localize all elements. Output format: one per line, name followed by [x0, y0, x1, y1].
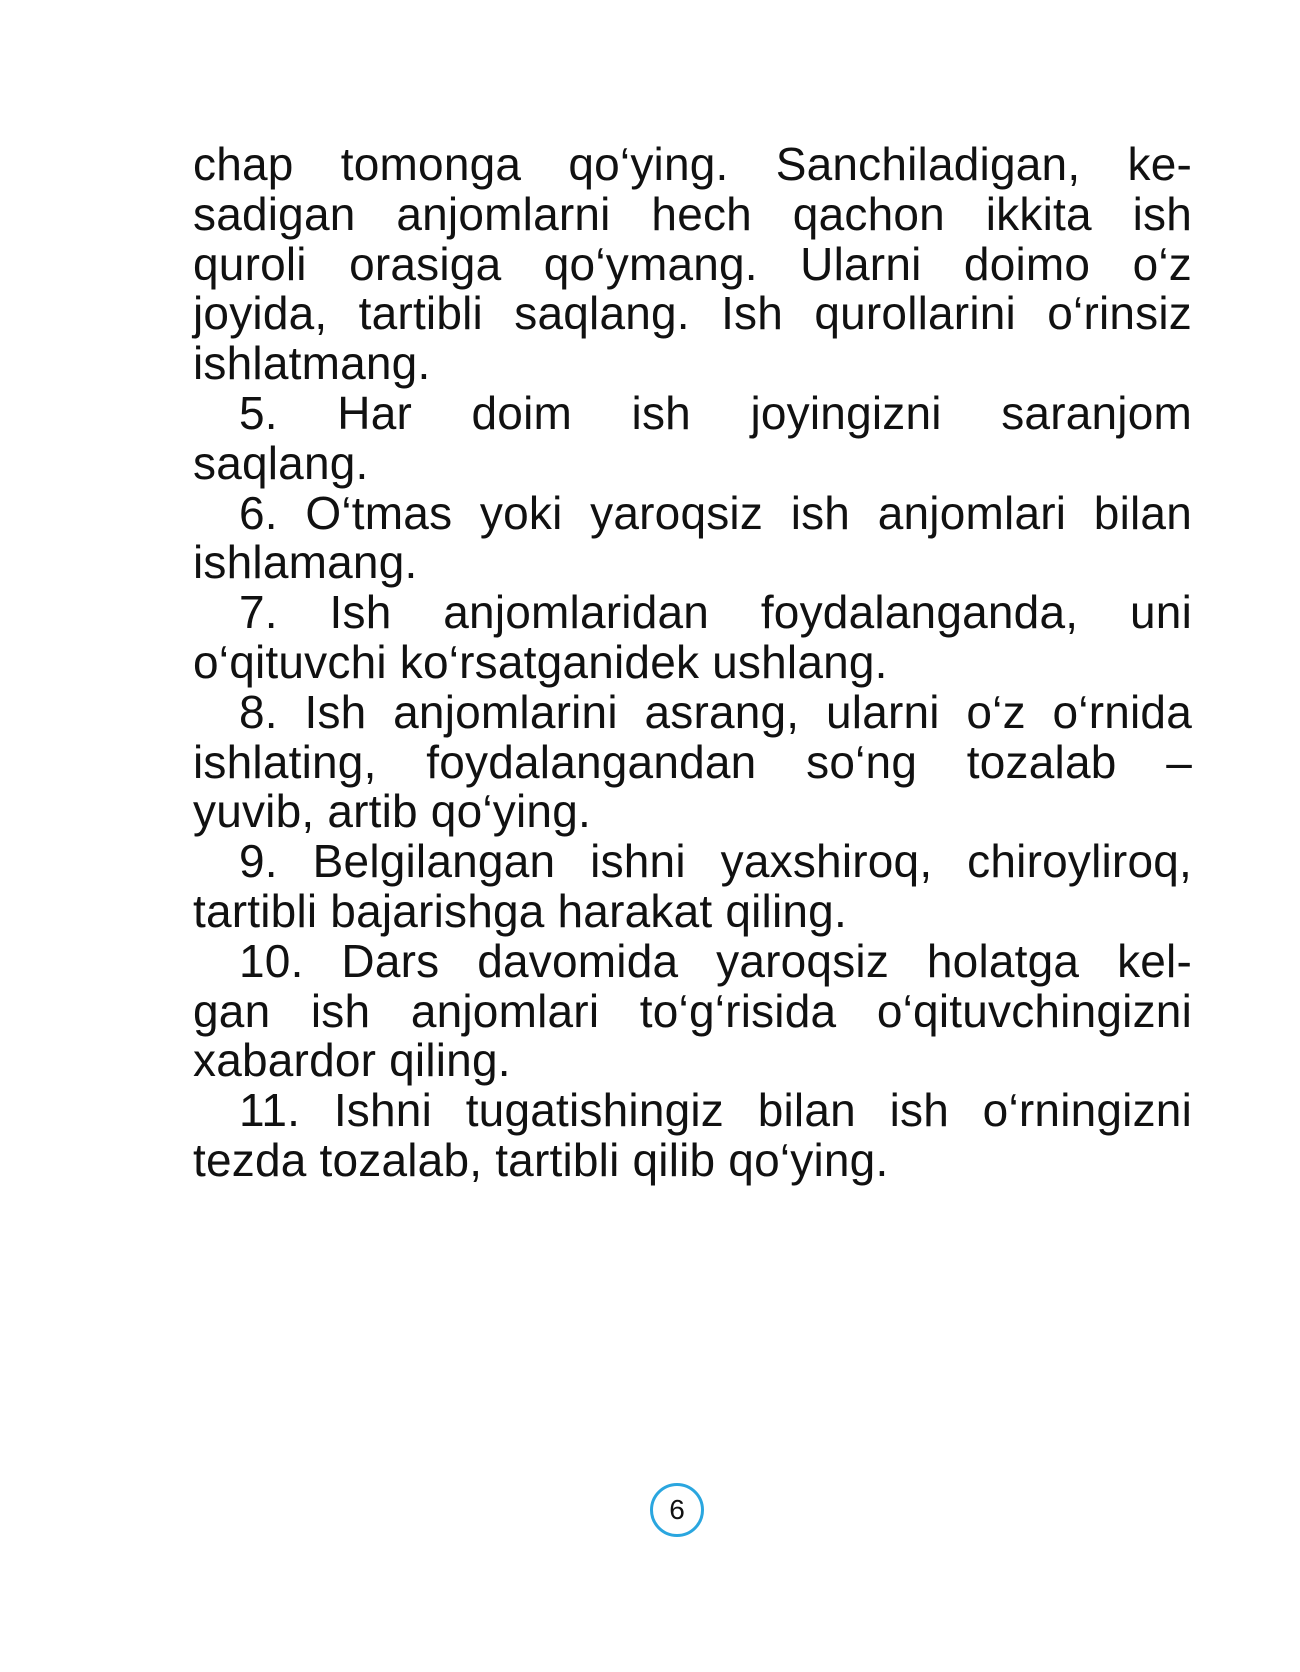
list-item-11-start: 11. Ishni tugatishingiz bilan ish o‘rningizni: [239, 1084, 1192, 1137]
list-item-7-start: 7. Ish anjomlaridan foydalanganda, uni: [239, 586, 1192, 639]
text-line: sadigan anjomlarni hech qachon ikkita ish: [193, 187, 1192, 240]
list-item-8-start: 8. Ish anjomlarini asrang, ularni o‘z o‘rnida: [239, 685, 1192, 738]
text-line: chap tomonga qo‘ying. Sanchiladigan, ke-: [193, 138, 1192, 190]
list-item-5-start: 5. Har doim ish joyingizni saranjom: [239, 386, 1192, 439]
text-line: yuvib, artib qo‘ying.: [193, 785, 591, 838]
text-line: tartibli bajarishga harakat qiling.: [193, 884, 847, 937]
page-number: 6: [669, 1494, 685, 1525]
text-line: gan ish anjomlari to‘g‘risida o‘qituvchingizni: [193, 984, 1192, 1037]
page-body-text: [193, 140, 1192, 1186]
list-item-9-start: 9. Belgilangan ishni yaxshiroq, chiroyliroq,: [239, 835, 1192, 888]
page-number-badge: [650, 1483, 704, 1537]
text-line: quroli orasiga qo‘ymang. Ularni doimo o‘z: [193, 237, 1192, 290]
list-item-6-start: 6. O‘tmas yoki yaroqsiz ish anjomlari bilan: [239, 486, 1192, 539]
text-line: joyida, tartibli saqlang. Ish qurollarini o‘rinsiz: [193, 287, 1192, 340]
text-line: ishlamang.: [193, 536, 418, 589]
text-line: ishlating, foydalangandan so‘ng tozalab –: [193, 735, 1192, 788]
text-line: xabardor qiling.: [193, 1034, 511, 1087]
text-line: tezda tozalab, tartibli qilib qo‘ying.: [193, 1133, 889, 1186]
list-item-10-start: 10. Dars davomida yaroqsiz holatga kel-: [239, 934, 1192, 987]
text-line: o‘qituvchi ko‘rsatganidek ushlang.: [193, 635, 888, 688]
text-line: saqlang.: [193, 436, 369, 489]
text-line: ishlatmang.: [193, 337, 431, 390]
